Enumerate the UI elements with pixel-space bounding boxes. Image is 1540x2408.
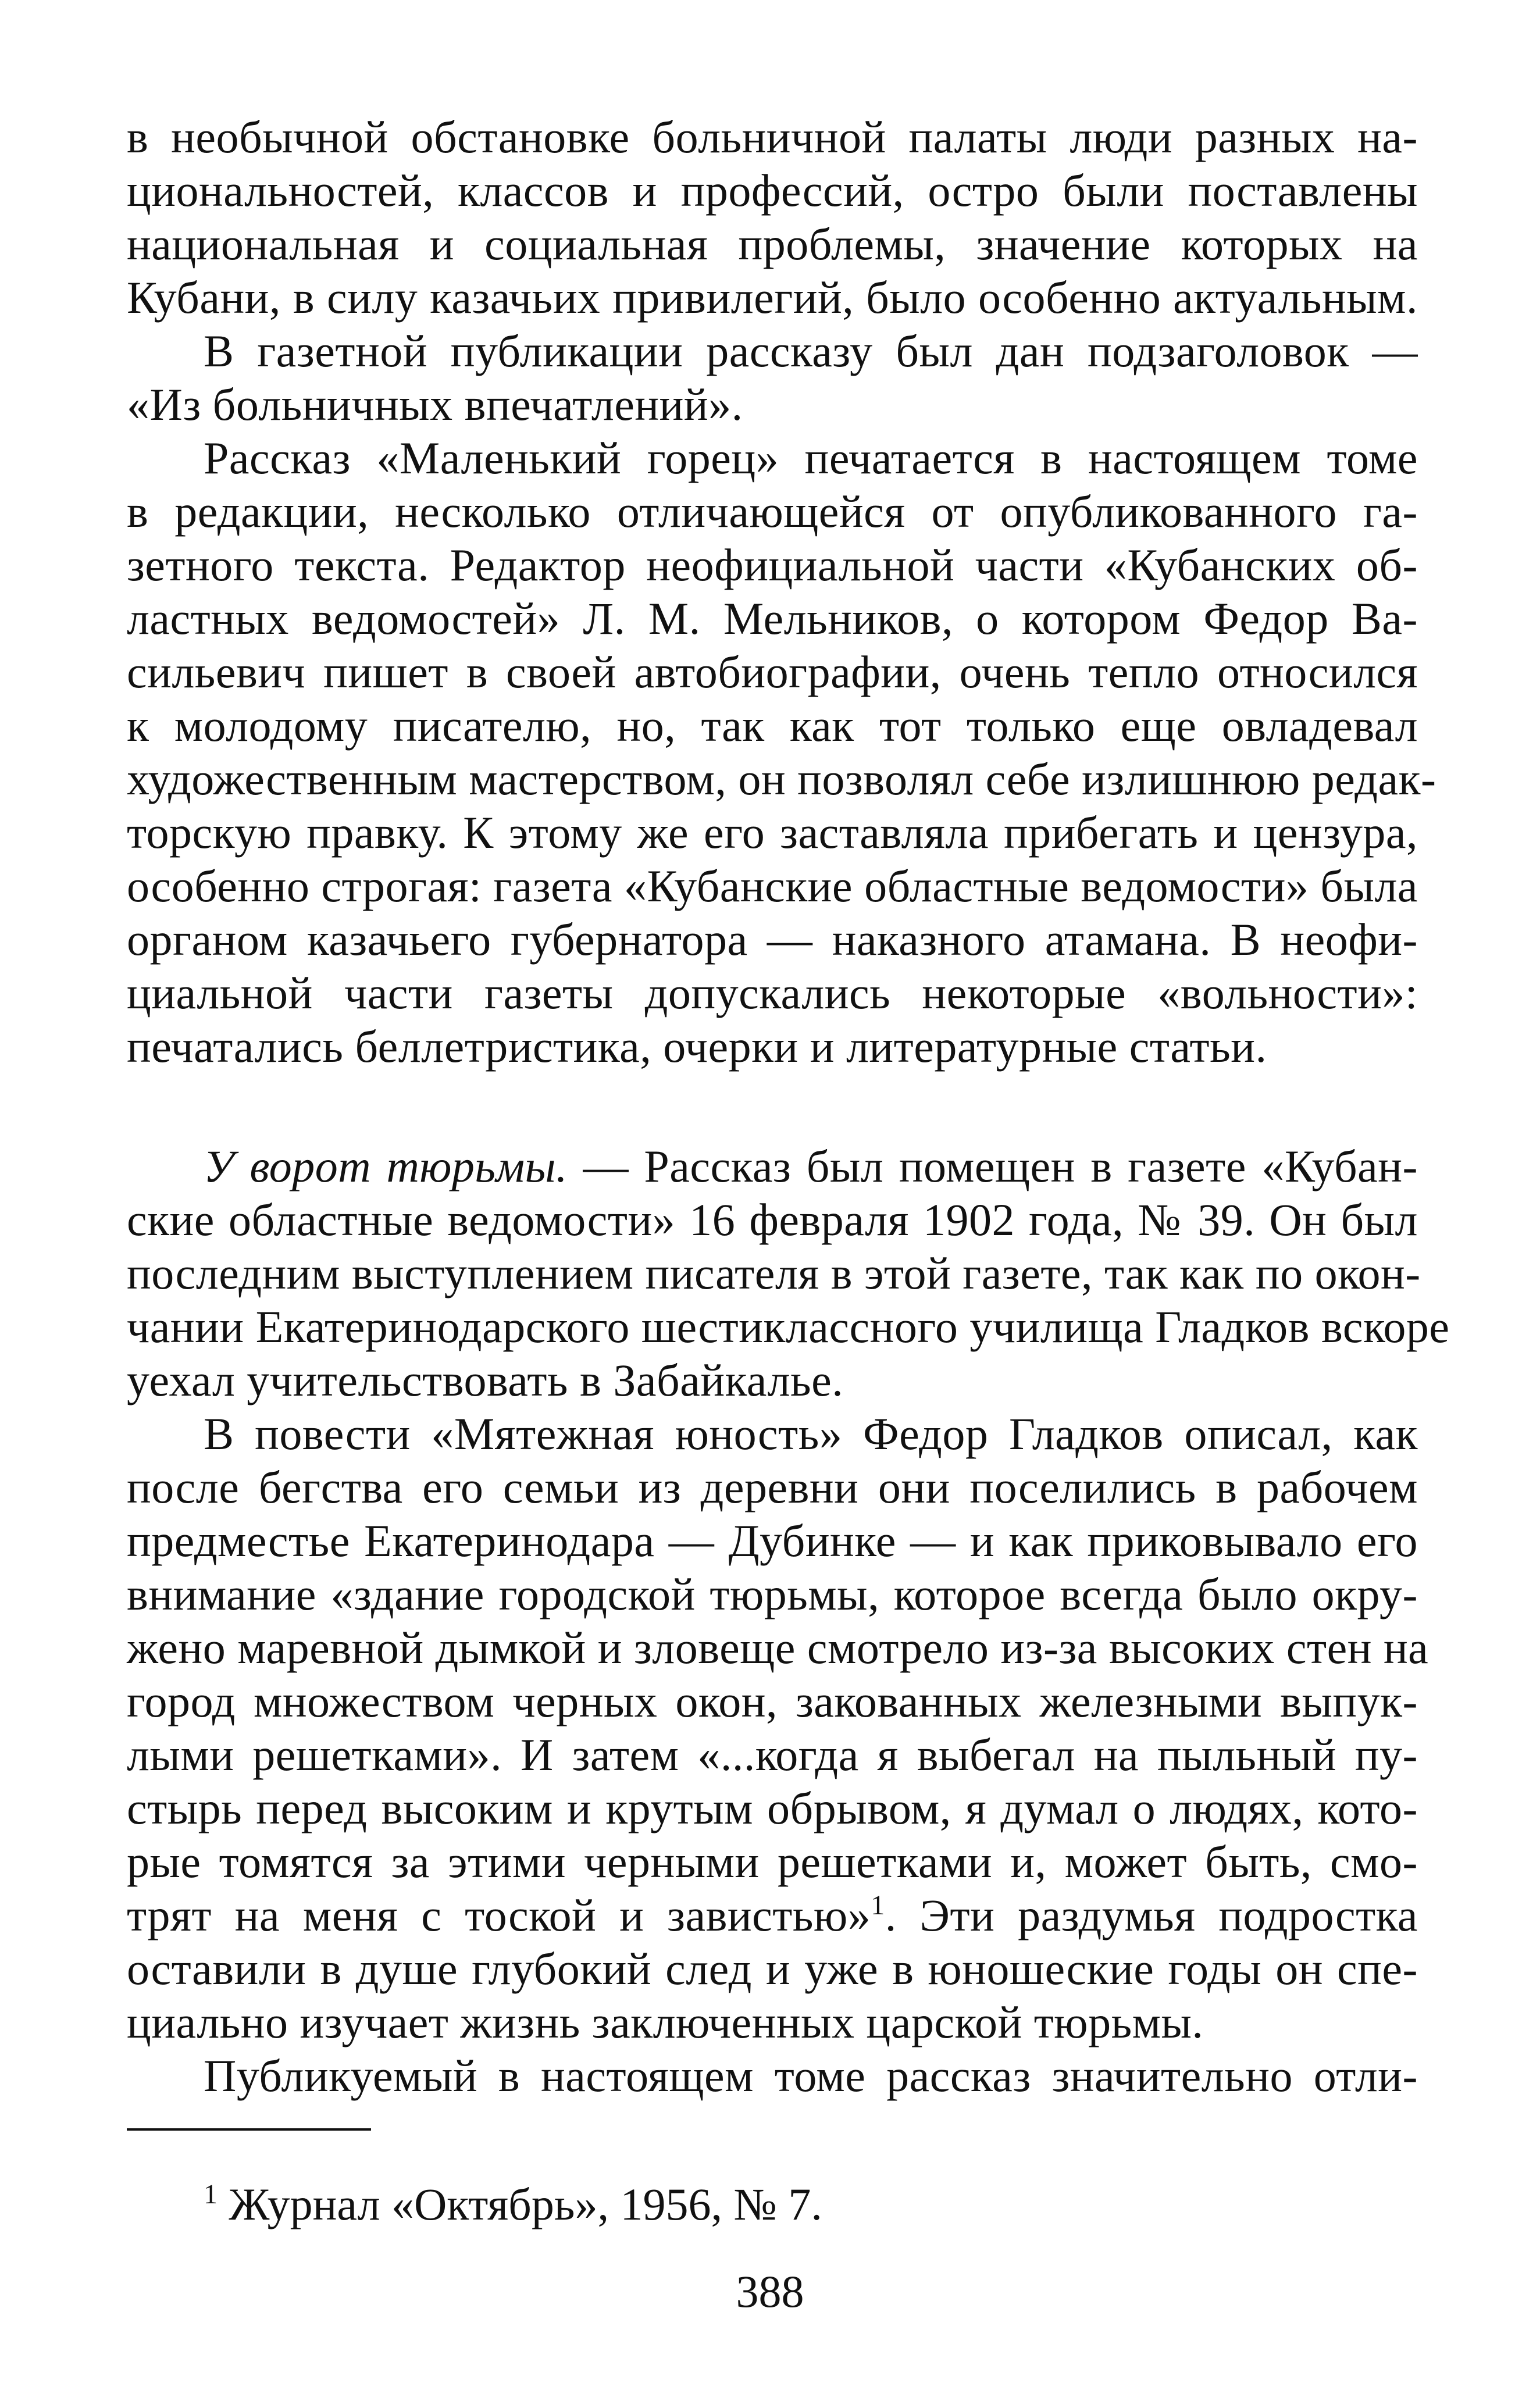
text-line: художественным мастерством, он позволял себе излишнюю редак-	[127, 754, 1436, 804]
text-line: сильевич пишет в своей автобиографии, очень тепло относился	[127, 647, 1418, 697]
text-line: Кубани, в силу казачьих привилегий, было особенно актуальным.	[127, 272, 1418, 323]
footnote-text: Журнал «Октябрь», 1956, № 7.	[218, 2179, 822, 2229]
text-segment: . Эти раздумья подростка	[885, 1890, 1418, 1940]
text-line: предместье Екатеринодара — Дубинке — и как приковывало его	[127, 1515, 1418, 1566]
section-first-line	[204, 1140, 1418, 1193]
text-line: стырь перед высоким и крутым обрывом, я думал о людях, кото-	[127, 1783, 1418, 1833]
text-line: циальной части газеты допускались некоторые «вольности»:	[127, 968, 1418, 1018]
text-line: внимание «здание городской тюрьмы, которое всегда было окру-	[127, 1569, 1418, 1619]
text-line: город множеством черных окон, закованных железными выпук-	[127, 1676, 1418, 1726]
text-line: оставили в душе глубокий след и уже в юношеские годы он спе-	[127, 1943, 1418, 1994]
text-line: органом казачьего губернатора — наказного атамана. В неофи-	[127, 914, 1418, 965]
text-line: последним выступлением писателя в этой газете, так как по окон-	[127, 1248, 1421, 1298]
text-line: В газетной публикации рассказу был дан подзаголовок —	[204, 326, 1418, 376]
page-number: 388	[736, 2266, 804, 2317]
text-line: лыми решетками». И затем «...когда я выбегал на пыльный пу-	[127, 1729, 1418, 1780]
text-line-with-footnote-ref	[127, 1889, 1418, 1942]
section-first-line-text: — Рассказ был помещен в газете «Кубан-	[567, 1141, 1418, 1191]
text-line: Публикуемый в настоящем томе рассказ значительно отли-	[204, 2050, 1418, 2101]
text-line: рые томятся за этими черными решетками и, может быть, смо-	[127, 1836, 1418, 1887]
text-line: к молодому писателю, но, так как тот только еще овладевал	[127, 700, 1418, 751]
text-line: циально изучает жизнь заключенных царской тюрьмы.	[127, 1997, 1204, 2047]
text-line: ские областные ведомости» 16 февраля 1902 года, № 39. Он был	[127, 1194, 1418, 1245]
text-line: торскую правку. К этому же его заставляла прибегать и цензура,	[127, 807, 1418, 858]
text-line: в необычной обстановке больничной палаты люди разных на-	[127, 112, 1418, 162]
text-line: Рассказ «Маленький горец» печатается в настоящем томе	[204, 433, 1418, 483]
text-line: в редакции, несколько отличающейся от опубликованного га-	[127, 486, 1418, 537]
text-line: жено маревной дымкой и зловеще смотрело из-за высоких стен на	[127, 1622, 1429, 1673]
text-line: зетного текста. Редактор неофициальной части «Кубанских об-	[127, 540, 1418, 590]
text-line: ластных ведомостей» Л. М. Мельников, о котором Федор Ва-	[127, 593, 1418, 644]
footnote-marker: 1	[204, 2179, 218, 2210]
text-line: чании Екатеринодарского шестиклассного училища Гладков вскоре	[127, 1301, 1450, 1352]
text-line: В повести «Мятежная юность» Федор Гладков описал, как	[204, 1408, 1418, 1459]
text-line: циональностей, классов и профессий, остро были поставлены	[127, 165, 1418, 216]
text-line: уехал учительствовать в Забайкалье.	[127, 1355, 844, 1405]
text-segment: трят на меня с тоской и завистью»	[127, 1890, 871, 1940]
text-line: национальная и социальная проблемы, значение которых на	[127, 219, 1418, 269]
footnote-divider	[127, 2128, 371, 2131]
text-line: особенно строгая: газета «Кубанские областные ведомости» была	[127, 861, 1418, 911]
text-line: печатались беллетристика, очерки и литературные статьи.	[127, 1021, 1267, 1072]
footnote	[204, 2178, 822, 2231]
section-title: У ворот тюрьмы.	[204, 1141, 568, 1191]
footnote-reference: 1	[871, 1890, 885, 1921]
text-line: «Из больничных впечатлений».	[127, 379, 743, 430]
text-line: после бегства его семьи из деревни они поселились в рабочем	[127, 1462, 1418, 1512]
